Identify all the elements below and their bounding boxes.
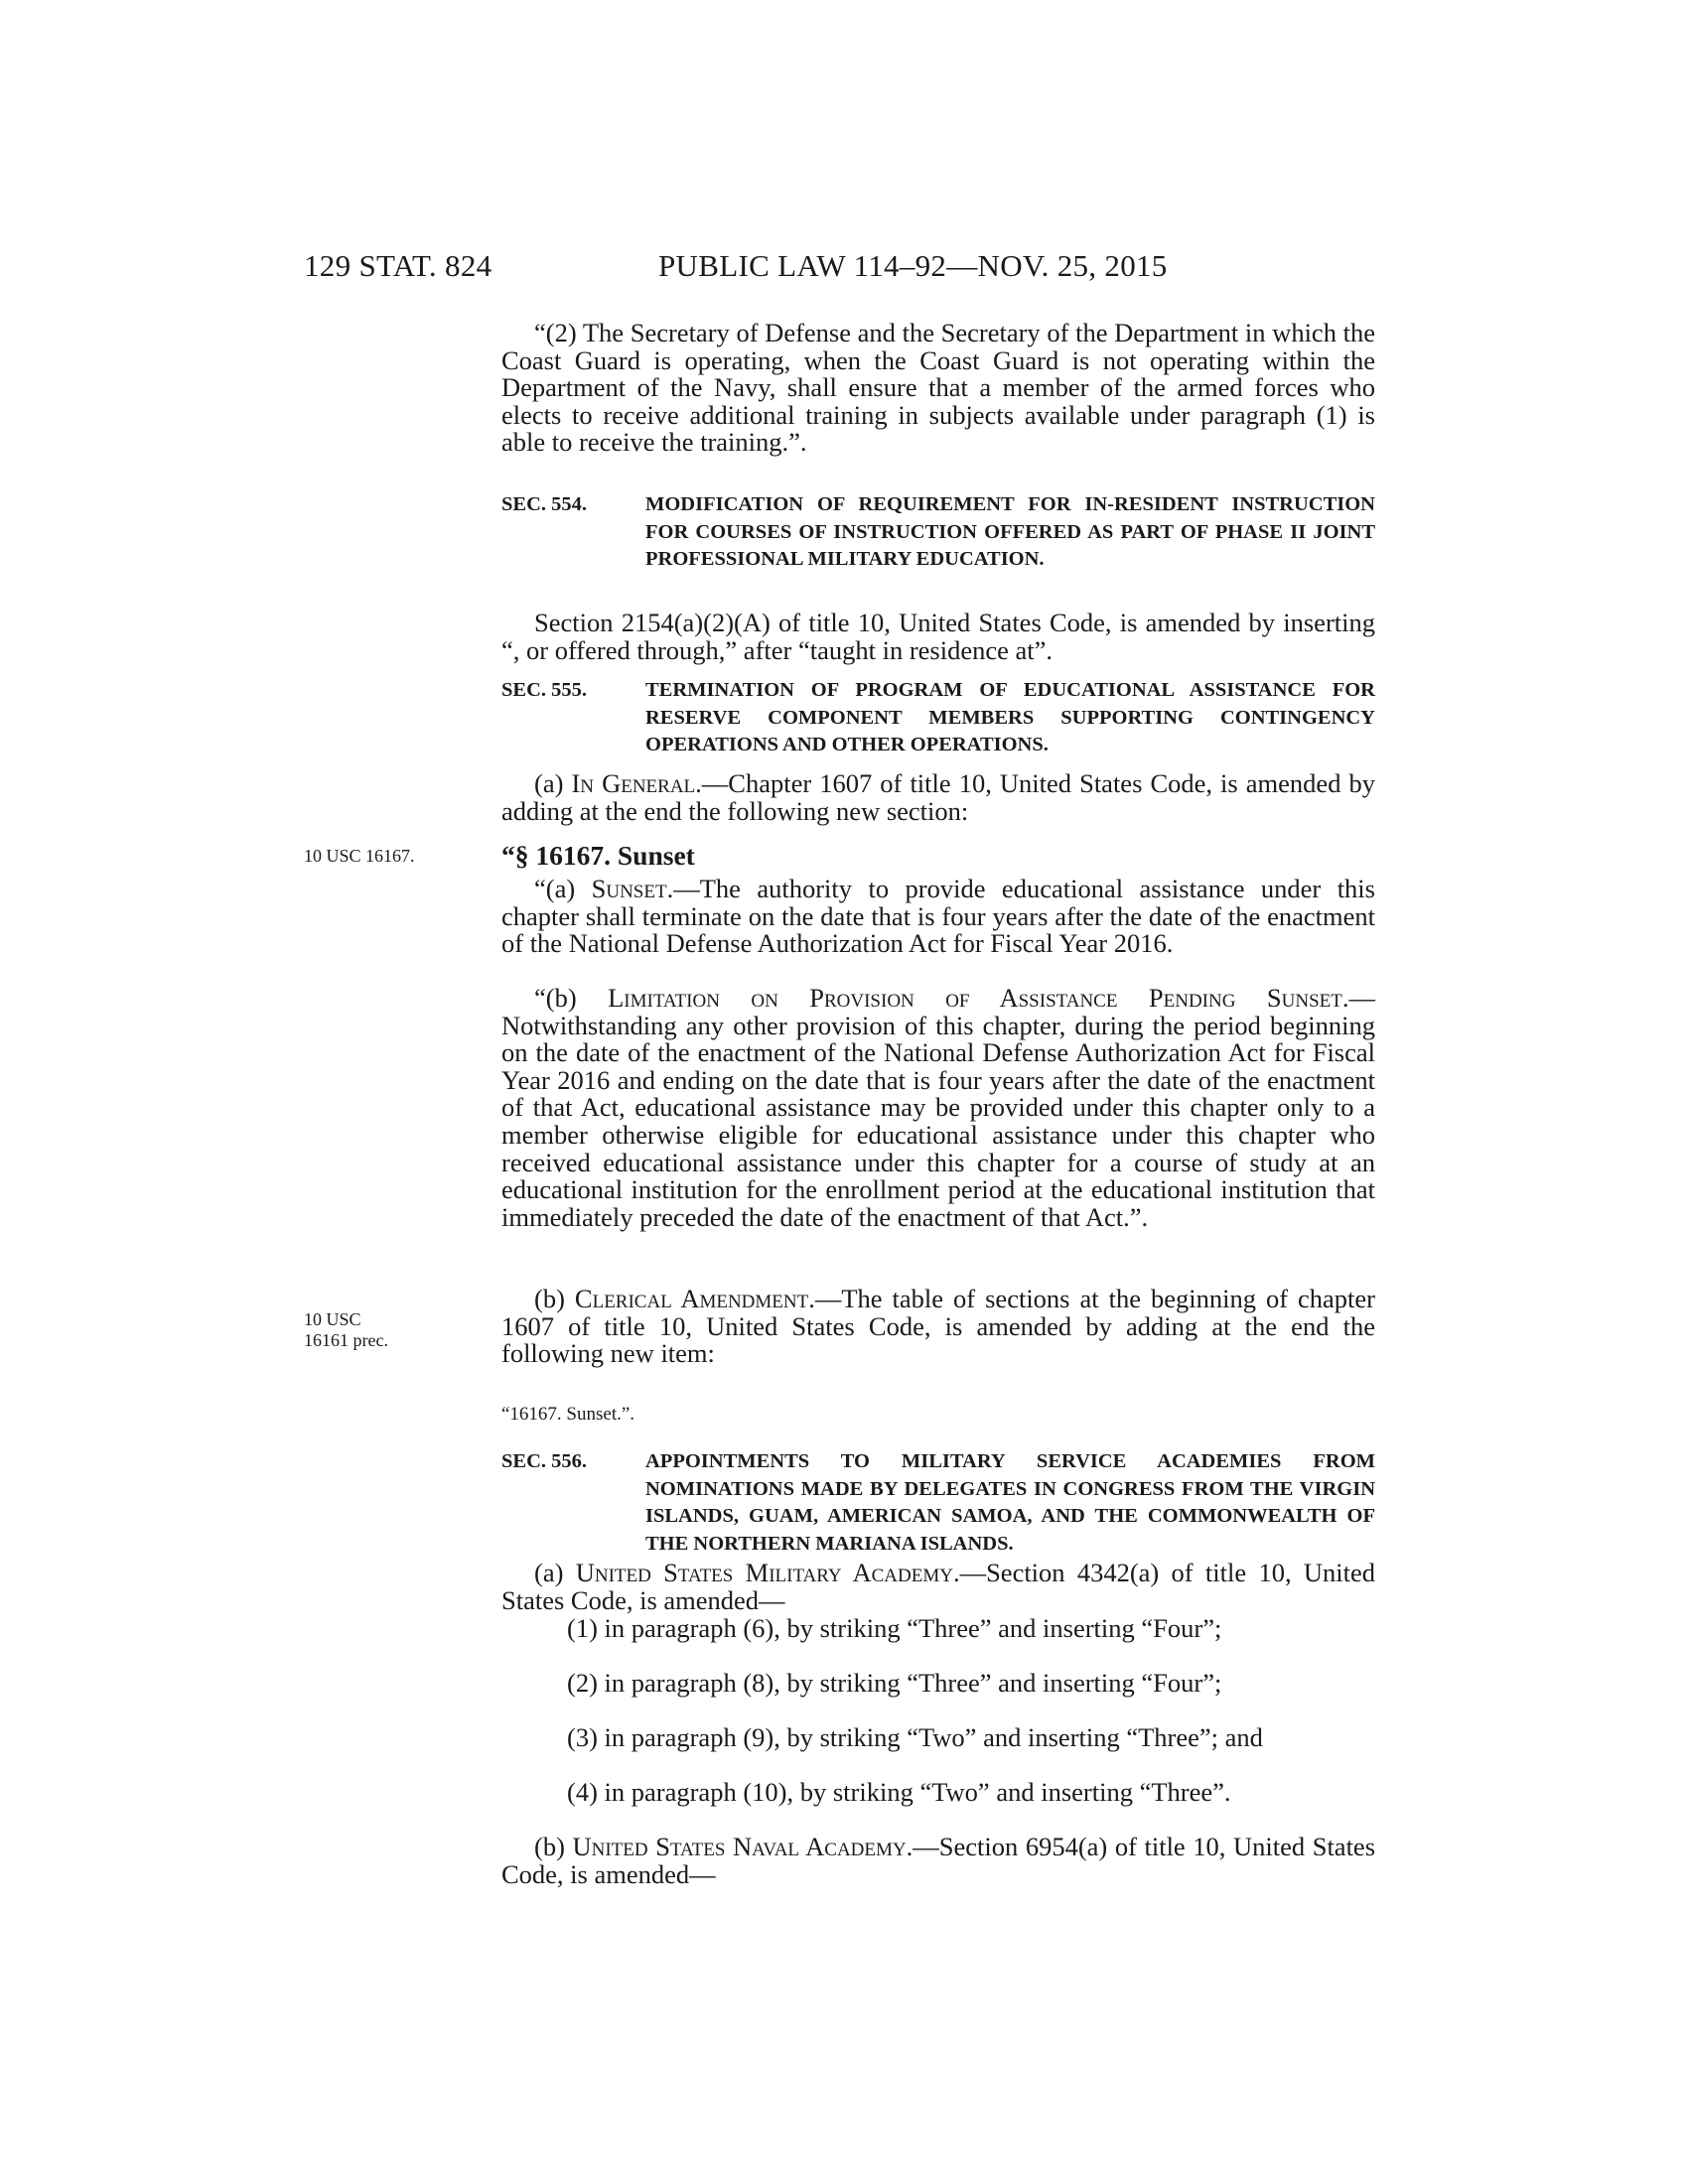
section-555-number: SEC. 555.: [501, 679, 588, 701]
section-556-heading: [501, 1448, 1375, 1558]
paragraph-2: “(2) The Secretary of Defense and the Secretary of the Department in which the Coast Guard is operating, when the Coast Guard is not operating within the Department of the Navy, shall ensure that a member of the armed forces who elects to receive additional training in subjects available under paragraph (1) is able to receive the training.”.: [501, 318, 1375, 458]
list-item-3: (3) in paragraph (9), by striking “Two” and inserting “Three”; and: [567, 1722, 1263, 1752]
page-reference: 129 STAT. 824: [304, 248, 492, 283]
sunset-subsection-a: “(a) Sunset.—The authority to provide educational assistance under this chapter shall terminate on the date that is four years after the date of the enactment of the National Defense Authorization Act for Fiscal Year 2016.: [501, 874, 1375, 959]
margin-note-16167: 10 USC 16167.: [304, 846, 415, 866]
section-554-heading: [501, 491, 1375, 574]
list-item-4: (4) in paragraph (10), by striking “Two” and inserting “Three”.: [567, 1777, 1231, 1807]
section-554-title: MODIFICATION OF REQUIREMENT FOR IN-RESIDENT INSTRUCTION FOR COURSES OF INSTRUCTION OFFERED AS PART OF PHASE II JOINT PROFESSIONAL MILITARY EDUCATION.: [645, 493, 1375, 571]
section-555-subsection-a: (a) In General.—Chapter 1607 of title 10, United States Code, is amended by adding at the end the following new section:: [501, 768, 1376, 826]
section-16167-heading: “§ 16167. Sunset: [501, 840, 695, 871]
sunset-subsection-b: “(b) Limitation on Provision of Assistance Pending Sunset.—Notwithstanding any other provision of this chapter, during the period beginning on the date of the enactment of the National Defense Authorization Act for Fiscal Year 2016 and ending on the date that is four years after the date of the enactment of that Act, educational assistance may be provided under this chapter only to a member otherwise eligible for educational assistance under this chapter who received educational assistance under this chapter for a course of study at an educational institution for the enrollment period at the educational institution that immediately preceded the date of the enactment of that Act.”.: [501, 983, 1375, 1232]
section-555-heading: [501, 677, 1375, 759]
section-556-title: APPOINTMENTS TO MILITARY SERVICE ACADEMIES FROM NOMINATIONS MADE BY DELEGATES IN CONGRESS FROM THE VIRGIN ISLANDS, GUAM, AMERICAN SAMOA, AND THE COMMONWEALTH OF THE NORTHERN MARIANA ISLANDS.: [645, 1450, 1375, 1555]
list-item-1: (1) in paragraph (6), by striking “Three” and inserting “Four”;: [567, 1613, 1222, 1643]
list-item-2: (2) in paragraph (8), by striking “Three” and inserting “Four”;: [567, 1668, 1222, 1698]
section-555-title: TERMINATION OF PROGRAM OF EDUCATIONAL ASSISTANCE FOR RESERVE COMPONENT MEMBERS SUPPORTING CONTINGENCY OPERATIONS AND OTHER OPERATIONS.: [645, 679, 1375, 756]
table-of-sections-item: “16167. Sunset.”.: [501, 1404, 635, 1425]
clerical-amendment: (b) Clerical Amendment.—The table of sections at the beginning of chapter 1607 of title 10, United States Code, is amended by adding at the end the following new item:: [501, 1284, 1375, 1369]
section-556-number: SEC. 556.: [501, 1450, 588, 1472]
section-554-text: Section 2154(a)(2)(A) of title 10, United States Code, is amended by inserting “, or offered through,” after “taught in residence at”.: [501, 608, 1375, 665]
section-554-number: SEC. 554.: [501, 493, 588, 515]
section-556-subsection-b: (b) United States Naval Academy.—Section 6954(a) of title 10, United States Code, is amended—: [501, 1832, 1376, 1889]
margin-note-16161: 10 USC 16161 prec.: [304, 1309, 388, 1350]
section-556-subsection-a: (a) United States Military Academy.—Section 4342(a) of title 10, United States Code, is amended—: [501, 1558, 1375, 1615]
running-head: PUBLIC LAW 114–92—NOV. 25, 2015: [658, 248, 1168, 283]
